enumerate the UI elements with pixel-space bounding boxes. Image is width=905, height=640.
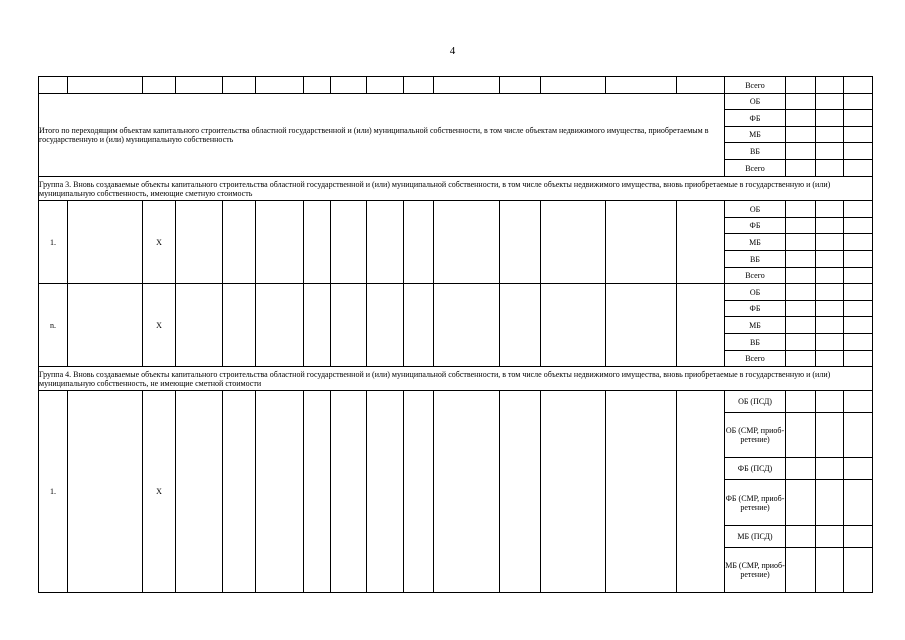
- fund-label: ФБ: [725, 301, 786, 317]
- fund-label: ФБ: [725, 218, 786, 234]
- row-number: 1.: [39, 201, 68, 284]
- fund-label: МБ (СМР, приоб-ретение): [725, 548, 786, 593]
- fund-label: МБ: [725, 234, 786, 251]
- fund-label: Всего: [725, 160, 786, 177]
- page-number: 4: [449, 45, 456, 57]
- fund-label: МБ: [725, 317, 786, 334]
- fund-label: ФБ: [725, 110, 786, 127]
- fund-label: МБ (ПСД): [725, 526, 786, 548]
- row-number: 1.: [39, 391, 68, 593]
- fund-label: ВБ: [725, 334, 786, 351]
- fund-label: ВБ: [725, 143, 786, 160]
- fund-label: Всего: [725, 351, 786, 367]
- group3-title: Группа 3. Вновь создаваемые объекты капитального строительства областной государственной и (или) муниципальной собственности, в том числе объекты недвижимого имущества, вновь приобретаемые в государственную и (или) муниципальную собственность, имеющие сметную стоимость: [39, 177, 873, 201]
- row-mark: X: [143, 391, 176, 593]
- table-row: [39, 201, 873, 218]
- table-row: [39, 94, 873, 110]
- table-row: [39, 77, 873, 94]
- table-row: [39, 391, 873, 413]
- group-header: [39, 177, 873, 201]
- fund-label: ВБ: [725, 251, 786, 268]
- row-mark: X: [143, 284, 176, 367]
- fund-label: ФБ (СМР, приоб-ретение): [725, 480, 786, 526]
- fund-label: МБ: [725, 127, 786, 143]
- group4-title: Группа 4. Вновь создаваемые объекты капитального строительства областной государственной и (или) муниципальной собственности, в том числе объекты недвижимого имущества, вновь приобретаемые в государственную и (или) муниципальную собственность, не имеющие сметной стоимости: [39, 367, 873, 391]
- fund-label: Всего: [725, 77, 786, 94]
- summary-text: Итого по переходящим объектам капитального строительства областной государственной и (или) муниципальной собственности, в том числе объектам недвижимого имущества, приобретаемым в государственную и (или) муниципальную собственность: [39, 94, 725, 177]
- fund-label: ФБ (ПСД): [725, 458, 786, 480]
- row-mark: X: [143, 201, 176, 284]
- group-header: [39, 367, 873, 391]
- fund-label: ОБ: [725, 284, 786, 301]
- fund-label: Всего: [725, 268, 786, 284]
- fund-label: ОБ (СМР, приоб-ретение): [725, 413, 786, 458]
- table-row: [39, 284, 873, 301]
- fund-label: ОБ (ПСД): [725, 391, 786, 413]
- budget-table: [38, 76, 873, 593]
- row-number: n.: [39, 284, 68, 367]
- fund-label: ОБ: [725, 94, 786, 110]
- fund-label: ОБ: [725, 201, 786, 218]
